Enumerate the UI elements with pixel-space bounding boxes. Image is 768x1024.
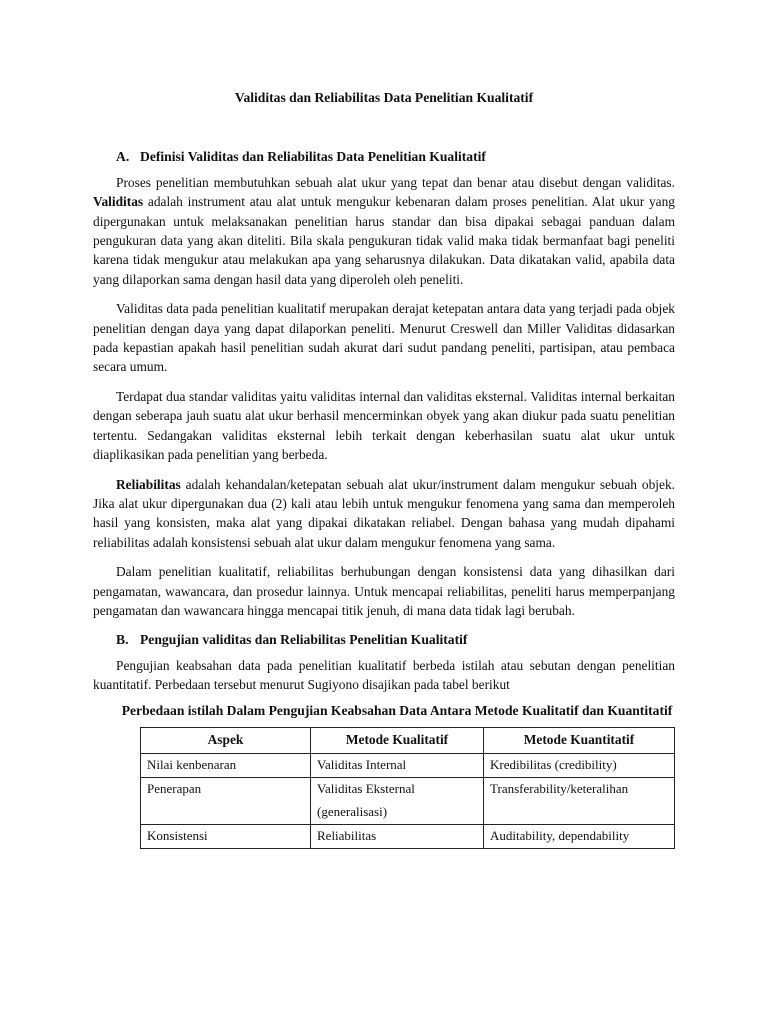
document-page bbox=[93, 88, 675, 849]
table-cell: Reliabilitas bbox=[311, 824, 484, 848]
table-cell: Transferability/keteralihan bbox=[484, 777, 675, 824]
section-a-heading-text: Definisi Validitas dan Reliabilitas Data Penelitian Kualitatif bbox=[140, 149, 486, 165]
section-b-heading-text: Pengujian validitas dan Reliabilitas Penelitian Kualitatif bbox=[140, 632, 468, 648]
paragraph-validity-standards: Terdapat dua standar validitas yaitu validitas internal dan validitas eksternal. Validitas internal berkaitan dengan seberapa jauh suatu alat ukur berhasil mencerminkan obyek yang akan diukur pada suatu penelitian tertentu. Sedangakan validitas eksternal lebih terkait dengan keberhasilan suatu alat ukur untuk diaplikasikan pada penelitian yang berbeda. bbox=[93, 388, 675, 463]
table-cell: Nilai kenbenaran bbox=[141, 753, 311, 777]
table-caption: Perbedaan istilah Dalam Pengujian Keabsahan Data Antara Metode Kualitatif dan Kuantitatif bbox=[121, 702, 673, 718]
table-cell: Konsistensi bbox=[141, 824, 311, 848]
table-cell: Auditability, dependability bbox=[484, 824, 675, 848]
paragraph-reliabilitas-qualitative: Dalam penelitian kualitatif, reliabilitas berhubungan dengan konsistensi data yang dihasilkan dari pengamatan, wawancara, dan prosedur lainnya. Untuk mencapai reliabilitas, peneliti harus memperpanjang pengamatan dan wawancara hingga mencapai titik jenuh, di mana data tidak lagi berubah. bbox=[93, 564, 675, 618]
paragraph-validitas-definition bbox=[93, 173, 675, 289]
document-title: Validitas dan Reliabilitas Data Penelitian Kualitatif bbox=[234, 90, 534, 105]
paragraph-testing-intro: Pengujian keabsahan data pada penelitian kualitatif berbeda istilah atau sebutan dengan penelitian kuantitatif. Perbedaan tersebut menurut Sugiyono disajikan pada tabel berikut bbox=[93, 657, 675, 693]
header-metode-kuantitatif: Metode Kuantitatif bbox=[484, 727, 675, 753]
section-b-number: B. bbox=[116, 632, 129, 648]
table-cell: Penerapan bbox=[141, 777, 311, 824]
table-cell: Validitas Internal bbox=[311, 753, 484, 777]
section-a-number: A. bbox=[116, 149, 130, 165]
section-b-heading bbox=[93, 630, 675, 649]
table-cell-line: Validitas Eksternal bbox=[317, 780, 415, 796]
table-row bbox=[141, 753, 675, 777]
table-row bbox=[141, 824, 675, 848]
table-cell bbox=[311, 777, 484, 824]
paragraph-text: adalah kehandalan/ketepatan sebuah alat ukur/instrument dalam mengukur sebuah objek. Jika alat ukur dipergunakan dua (2) kali atau lebih untuk mengukur fenomena yang sama dan memperoleh hasil yang konsisten, maka alat yang dipakai dikatakan reliabel. Dengan bahasa yang mudah dipahami reliabilitas adalah konsistensi sebuah alat ukur dalam mengukur fenomena yang sama. bbox=[93, 476, 675, 550]
paragraph-validitas-qualitative: Validitas data pada penelitian kualitatif merupakan derajat ketepatan antara data yang terjadi pada objek penelitian dengan daya yang dapat dilaporkan peneliti. Menurut Creswell dan Miller Validitas didasarkan pada kepastian apakah hasil penelitian sudah akurat dari sudut pandang peneliti, partisipan, atau pembaca secara umum. bbox=[93, 301, 675, 375]
paragraph-text: adalah instrument atau alat untuk mengukur kebenaran dalam proses penelitian. Alat ukur yang dipergunakan untuk melaksanakan penelitian harus standar dan bisa dipakai sebagai panduan dalam pengukuran data yang akan diteliti. Bila skala pengukuran tidak valid maka tidak bermanfaat bagi peneliti karena tidak mengukur atau melakukan apa yang seharusnya dilakukan. Data dikatakan valid, apabila data yang dilaporkan sama dengan hasil data yang diperoleh oleh peneliti. bbox=[93, 194, 675, 287]
section-a-heading bbox=[93, 147, 675, 166]
paragraph-text: Proses penelitian membutuhkan sebuah alat ukur yang tepat dan benar atau disebut dengan validitas. bbox=[116, 174, 675, 190]
table-cell: Kredibilitas (credibility) bbox=[484, 753, 675, 777]
header-metode-kualitatif: Metode Kualitatif bbox=[311, 727, 484, 753]
bold-term-reliabilitas: Reliabilitas bbox=[116, 476, 181, 492]
comparison-table bbox=[140, 727, 675, 849]
table-cell-line: (generalisasi) bbox=[317, 803, 388, 819]
table-row bbox=[141, 777, 675, 824]
header-aspek: Aspek bbox=[141, 727, 311, 753]
paragraph-reliabilitas-definition bbox=[93, 475, 675, 553]
bold-term-validitas: Validitas bbox=[93, 194, 144, 210]
table-header-row bbox=[141, 727, 675, 753]
